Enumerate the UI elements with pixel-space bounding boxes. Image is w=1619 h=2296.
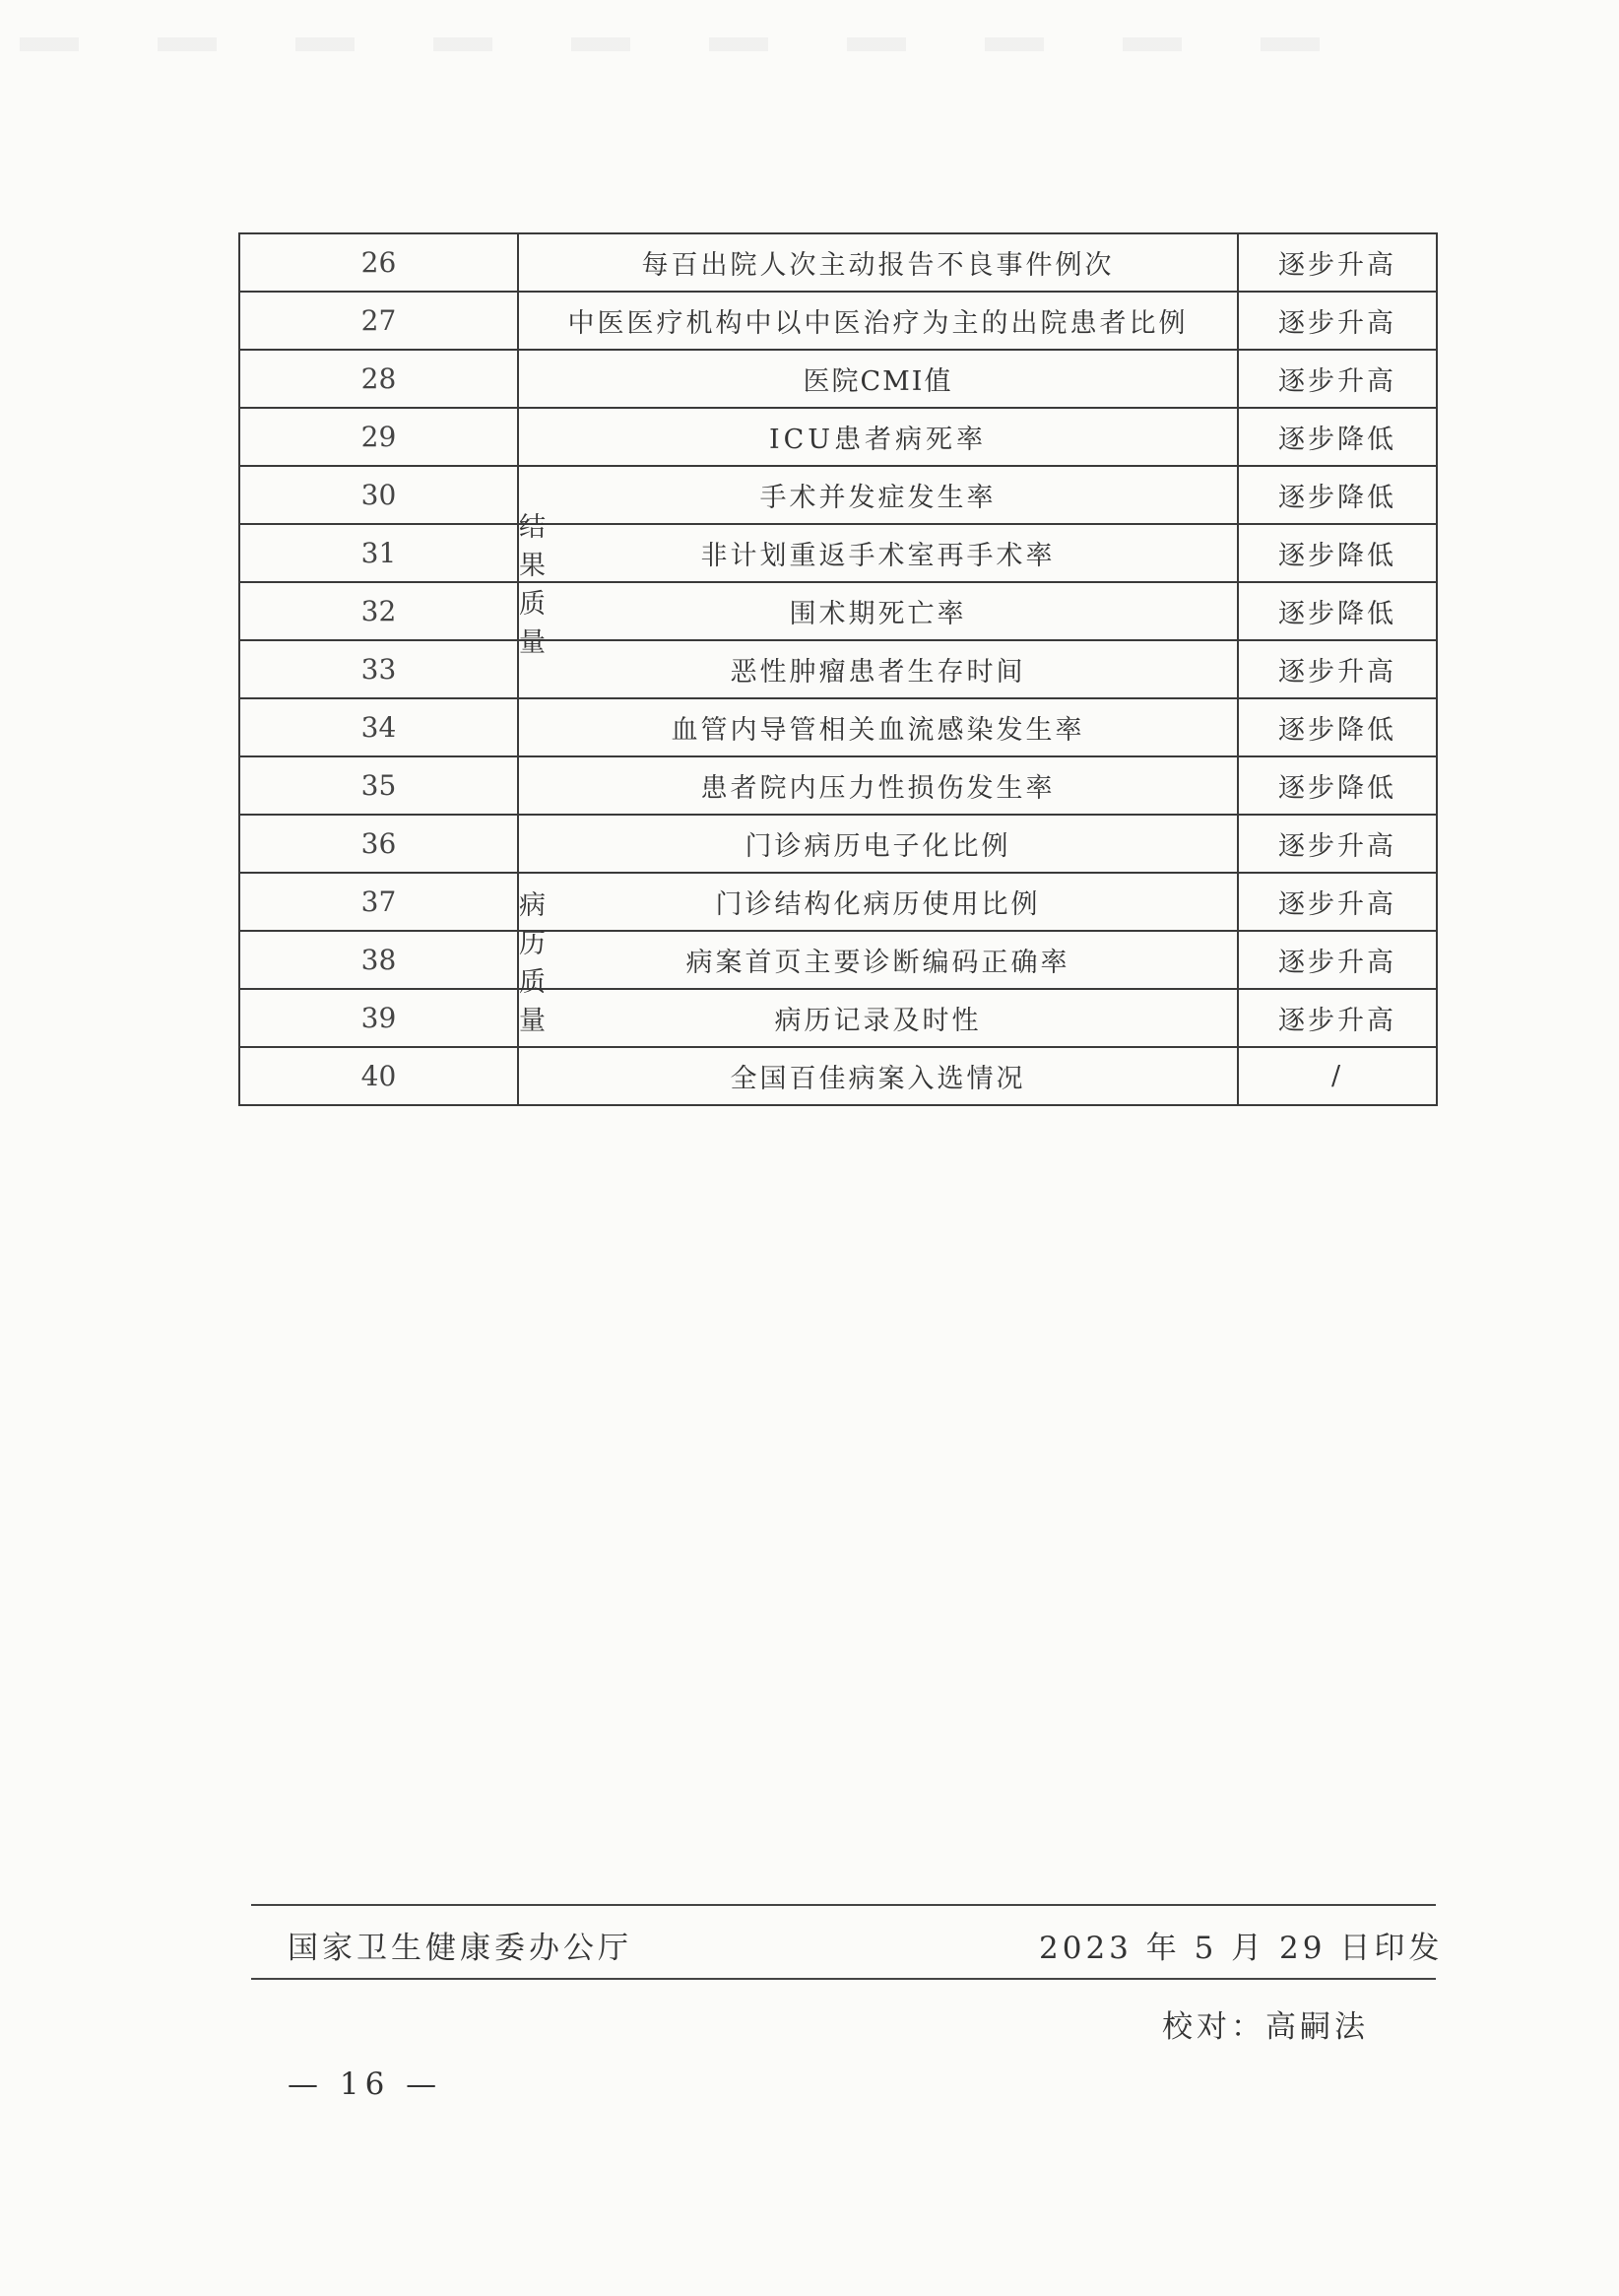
target-trend: 逐步降低 bbox=[1238, 582, 1437, 640]
target-trend: 逐步升高 bbox=[1238, 350, 1437, 408]
target-trend: 逐步升高 bbox=[1238, 873, 1437, 931]
indicator-name: ICU患者病死率 bbox=[518, 408, 1238, 466]
indicator-name: 中医医疗机构中以中医治疗为主的出院患者比例 bbox=[518, 292, 1238, 350]
target-trend: 逐步降低 bbox=[1238, 698, 1437, 756]
row-number: 27 bbox=[239, 292, 518, 350]
target-trend: 逐步降低 bbox=[1238, 524, 1437, 582]
target-trend: 逐步升高 bbox=[1238, 640, 1437, 698]
row-number: 31 bbox=[239, 524, 518, 582]
table-row bbox=[239, 931, 1437, 989]
target-trend: 逐步升高 bbox=[1238, 292, 1437, 350]
target-trend: 逐步升高 bbox=[1238, 815, 1437, 873]
target-trend: 逐步降低 bbox=[1238, 408, 1437, 466]
indicator-name: 围术期死亡率 bbox=[518, 582, 1238, 640]
target-trend: 逐步降低 bbox=[1238, 466, 1437, 524]
indicator-name: 恶性肿瘤患者生存时间 bbox=[518, 640, 1238, 698]
indicator-name: 患者院内压力性损伤发生率 bbox=[518, 756, 1238, 815]
indicator-name: 病历记录及时性 bbox=[518, 989, 1238, 1047]
print-date: 2023 年 5 月 29 日印发 bbox=[1039, 1931, 1444, 1966]
table-row bbox=[239, 582, 1437, 640]
table-row bbox=[239, 233, 1437, 292]
table-row bbox=[239, 640, 1437, 698]
row-number: 39 bbox=[239, 989, 518, 1047]
scan-artifact bbox=[20, 37, 1398, 51]
row-number: 28 bbox=[239, 350, 518, 408]
target-trend: 逐步升高 bbox=[1238, 931, 1437, 989]
row-number: 32 bbox=[239, 582, 518, 640]
row-number: 40 bbox=[239, 1047, 518, 1105]
row-number: 38 bbox=[239, 931, 518, 989]
indicator-name: 门诊病历电子化比例 bbox=[518, 815, 1238, 873]
row-number: 29 bbox=[239, 408, 518, 466]
row-number: 34 bbox=[239, 698, 518, 756]
table-row bbox=[239, 466, 1437, 524]
footer-rule-top bbox=[251, 1904, 1436, 1906]
indicator-name: 病案首页主要诊断编码正确率 bbox=[518, 931, 1238, 989]
target-trend: 逐步升高 bbox=[1238, 989, 1437, 1047]
row-number: 26 bbox=[239, 233, 518, 292]
proofreader: 校对：高嗣法 bbox=[1162, 2009, 1369, 2045]
row-number: 30 bbox=[239, 466, 518, 524]
issuing-office: 国家卫生健康委办公厅 bbox=[288, 1931, 632, 1966]
table-row bbox=[239, 873, 1437, 931]
table-row: 28 结果质量 医院CMI值 逐步升高 bbox=[239, 350, 1437, 408]
indicator-table bbox=[238, 232, 1438, 1106]
indicator-name: 手术并发症发生率 bbox=[518, 466, 1238, 524]
row-number: 36 bbox=[239, 815, 518, 873]
indicator-name: 全国百佳病案入选情况 bbox=[518, 1047, 1238, 1105]
table-row bbox=[239, 1047, 1437, 1105]
target-trend: 逐步降低 bbox=[1238, 756, 1437, 815]
target-trend: / bbox=[1238, 1047, 1437, 1105]
table-row bbox=[239, 989, 1437, 1047]
row-number: 37 bbox=[239, 873, 518, 931]
indicator-name: 每百出院人次主动报告不良事件例次 bbox=[518, 233, 1238, 292]
table-row bbox=[239, 524, 1437, 582]
row-number: 35 bbox=[239, 756, 518, 815]
footer-rule-bottom bbox=[251, 1978, 1436, 1980]
table-row bbox=[239, 292, 1437, 350]
indicator-name: 血管内导管相关血流感染发生率 bbox=[518, 698, 1238, 756]
table-row bbox=[239, 408, 1437, 466]
table-row: 36 病历质量 门诊病历电子化比例 逐步升高 bbox=[239, 815, 1437, 873]
table-row bbox=[239, 698, 1437, 756]
table-row bbox=[239, 756, 1437, 815]
row-number: 33 bbox=[239, 640, 518, 698]
indicator-name: 非计划重返手术室再手术率 bbox=[518, 524, 1238, 582]
indicator-name: 门诊结构化病历使用比例 bbox=[518, 873, 1238, 931]
indicator-name: 医院CMI值 bbox=[518, 350, 1238, 408]
page-number: — 16 — bbox=[288, 2066, 443, 2102]
target-trend: 逐步升高 bbox=[1238, 233, 1437, 292]
